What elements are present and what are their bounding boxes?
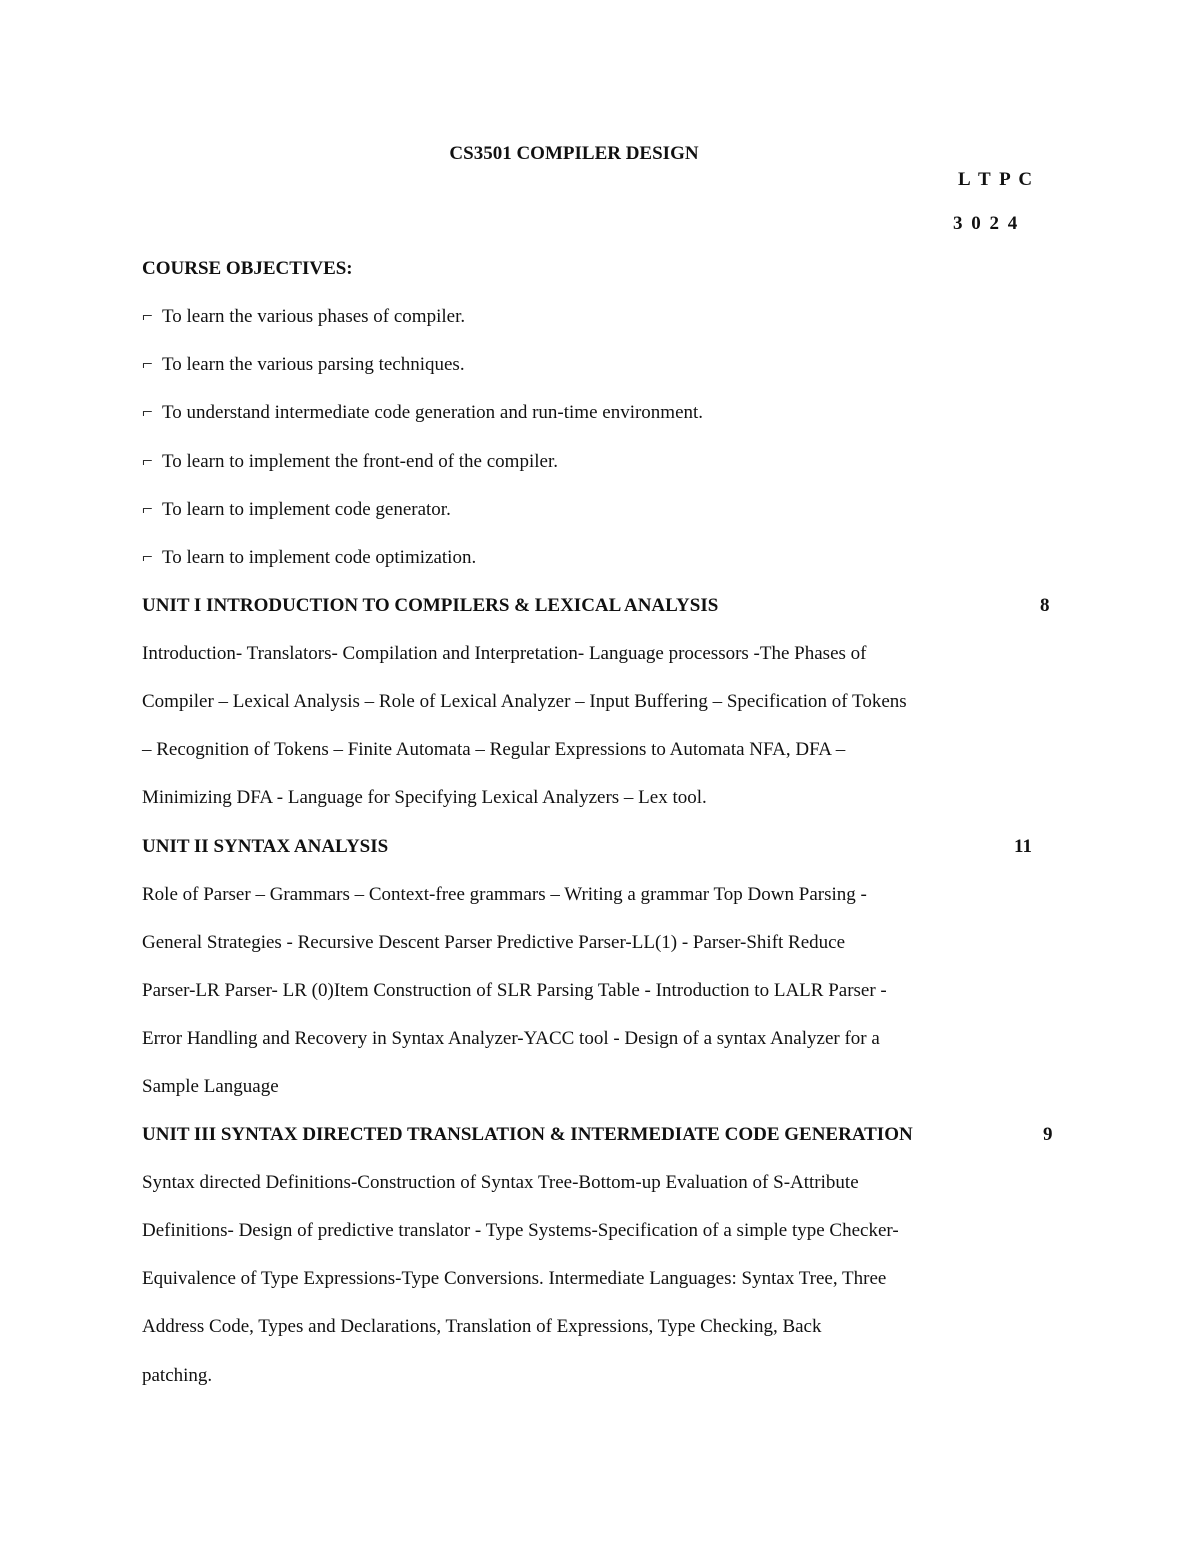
unit-3-line: Syntax directed Definitions-Construction of Syntax Tree-Bottom-up Evaluation of S-Attribute — [142, 1172, 859, 1193]
ltpc-values: 3 0 2 4 — [953, 213, 1020, 234]
bullet-icon: ⌐ — [142, 547, 153, 568]
objective-text: To learn to implement code generator. — [162, 499, 451, 520]
bullet-icon: ⌐ — [142, 354, 153, 375]
unit-3-line: Equivalence of Type Expressions-Type Conversions. Intermediate Languages: Syntax Tree, Three — [142, 1268, 887, 1289]
unit-1-line: Introduction- Translators- Compilation and Interpretation- Language processors -The Phases of — [142, 643, 867, 664]
objective-item — [142, 450, 558, 474]
unit-1-heading: UNIT I INTRODUCTION TO COMPILERS & LEXICAL ANALYSIS — [142, 595, 719, 616]
objective-text: To understand intermediate code generation and run-time environment. — [162, 402, 704, 423]
unit-3-line: Address Code, Types and Declarations, Translation of Expressions, Type Checking, Back — [142, 1316, 822, 1337]
objective-text: To learn the various parsing techniques. — [162, 354, 465, 375]
unit-2-hours: 11 — [1014, 836, 1032, 857]
course-title: CS3501 COMPILER DESIGN — [449, 143, 699, 164]
objective-text: To learn the various phases of compiler. — [162, 306, 466, 327]
unit-2-heading: UNIT II SYNTAX ANALYSIS — [142, 836, 389, 857]
ltpc-label: L T P C — [958, 169, 1035, 190]
objective-item — [142, 498, 451, 522]
objective-text: To learn to implement code optimization. — [162, 547, 477, 568]
bullet-icon: ⌐ — [142, 499, 153, 520]
unit-1-line: Compiler – Lexical Analysis – Role of Lexical Analyzer – Input Buffering – Specification of Tokens — [142, 691, 907, 712]
unit-1-line: – Recognition of Tokens – Finite Automata – Regular Expressions to Automata NFA, DFA – — [142, 739, 846, 760]
bullet-icon: ⌐ — [142, 451, 153, 472]
unit-2-line: Error Handling and Recovery in Syntax Analyzer-YACC tool - Design of a syntax Analyzer for a — [142, 1028, 880, 1049]
unit-3-heading: UNIT III SYNTAX DIRECTED TRANSLATION & INTERMEDIATE CODE GENERATION — [142, 1124, 913, 1145]
objective-item — [142, 546, 476, 570]
objective-item — [142, 401, 703, 425]
unit-2-line: General Strategies - Recursive Descent Parser Predictive Parser-LL(1) - Parser-Shift Reduce — [142, 932, 846, 953]
objectives-heading: COURSE OBJECTIVES: — [142, 258, 353, 279]
unit-2-line: Role of Parser – Grammars – Context-free grammars – Writing a grammar Top Down Parsing - — [142, 884, 867, 905]
unit-2-line: Sample Language — [142, 1076, 279, 1097]
bullet-icon: ⌐ — [142, 402, 153, 423]
unit-3-hours: 9 — [1043, 1124, 1053, 1145]
objective-text: To learn to implement the front-end of the compiler. — [162, 451, 558, 472]
unit-1-line: Minimizing DFA - Language for Specifying Lexical Analyzers – Lex tool. — [142, 787, 707, 808]
objective-item — [142, 353, 465, 377]
unit-1-hours: 8 — [1040, 595, 1050, 616]
unit-3-line: patching. — [142, 1365, 213, 1386]
unit-2-line: Parser-LR Parser- LR (0)Item Construction of SLR Parsing Table - Introduction to LALR Parser - — [142, 980, 887, 1001]
bullet-icon: ⌐ — [142, 306, 153, 327]
objective-item — [142, 305, 465, 329]
unit-3-line: Definitions- Design of predictive translator - Type Systems-Specification of a simple type Checker- — [142, 1220, 899, 1241]
